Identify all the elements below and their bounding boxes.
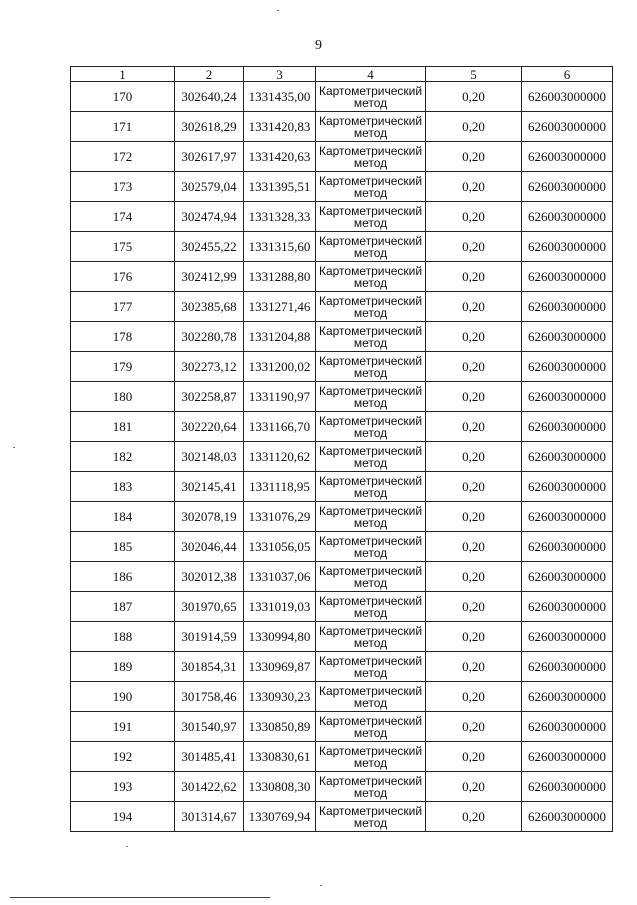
y-coordinate-cell: 1330969,87 bbox=[244, 652, 316, 682]
y-coordinate-cell: 1331190,97 bbox=[244, 382, 316, 412]
x-coordinate-cell: 302273,12 bbox=[175, 352, 244, 382]
method-line-2: метод bbox=[353, 485, 388, 500]
x-coordinate-cell: 302385,68 bbox=[175, 292, 244, 322]
code-cell: 626003000000 bbox=[522, 772, 613, 802]
method-line-1: Картометрический bbox=[318, 653, 423, 668]
method-line-1: Картометрический bbox=[318, 113, 423, 128]
method-line-2: метод bbox=[353, 155, 388, 170]
code-cell: 626003000000 bbox=[522, 412, 613, 442]
table-row bbox=[71, 712, 613, 742]
x-coordinate-cell: 301970,65 bbox=[175, 592, 244, 622]
method-line-1: Картометрический bbox=[318, 593, 423, 608]
x-coordinate-cell: 302455,22 bbox=[175, 232, 244, 262]
method-line-1: Картометрический bbox=[318, 683, 423, 698]
point-number-cell: 191 bbox=[71, 712, 175, 742]
x-coordinate-cell: 302258,87 bbox=[175, 382, 244, 412]
method-cell bbox=[316, 682, 426, 712]
point-number-cell: 174 bbox=[71, 202, 175, 232]
table-row bbox=[71, 622, 613, 652]
method-cell bbox=[316, 532, 426, 562]
precision-cell: 0,20 bbox=[426, 562, 522, 592]
table-row bbox=[71, 472, 613, 502]
x-coordinate-cell: 302145,41 bbox=[175, 472, 244, 502]
y-coordinate-cell: 1331420,83 bbox=[244, 112, 316, 142]
x-coordinate-cell: 302078,19 bbox=[175, 502, 244, 532]
precision-cell: 0,20 bbox=[426, 592, 522, 622]
method-line-1: Картометрический bbox=[318, 773, 423, 788]
point-number-cell: 171 bbox=[71, 112, 175, 142]
page-number: 9 bbox=[315, 38, 322, 53]
method-cell bbox=[316, 232, 426, 262]
method-line-2: метод bbox=[353, 515, 388, 530]
point-number-cell: 179 bbox=[71, 352, 175, 382]
x-coordinate-cell: 301314,67 bbox=[175, 802, 244, 832]
y-coordinate-cell: 1331328,33 bbox=[244, 202, 316, 232]
table-row bbox=[71, 82, 613, 112]
table-row bbox=[71, 322, 613, 352]
x-coordinate-cell: 302148,03 bbox=[175, 442, 244, 472]
code-cell: 626003000000 bbox=[522, 802, 613, 832]
method-cell bbox=[316, 742, 426, 772]
y-coordinate-cell: 1330769,94 bbox=[244, 802, 316, 832]
point-number-cell: 186 bbox=[71, 562, 175, 592]
method-line-1: Картометрический bbox=[318, 563, 423, 578]
method-cell bbox=[316, 352, 426, 382]
method-line-2: метод bbox=[353, 725, 388, 740]
method-line-1: Картометрический bbox=[318, 503, 423, 518]
x-coordinate-cell: 302012,38 bbox=[175, 562, 244, 592]
code-cell: 626003000000 bbox=[522, 172, 613, 202]
code-cell: 626003000000 bbox=[522, 442, 613, 472]
table-row bbox=[71, 532, 613, 562]
table-row bbox=[71, 262, 613, 292]
y-coordinate-cell: 1331288,80 bbox=[244, 262, 316, 292]
point-number-cell: 183 bbox=[71, 472, 175, 502]
y-coordinate-cell: 1330994,80 bbox=[244, 622, 316, 652]
method-cell bbox=[316, 592, 426, 622]
x-coordinate-cell: 302280,78 bbox=[175, 322, 244, 352]
code-cell: 626003000000 bbox=[522, 652, 613, 682]
point-number-cell: 190 bbox=[71, 682, 175, 712]
method-line-1: Картометрический bbox=[318, 473, 423, 488]
scan-speck bbox=[320, 885, 322, 886]
table-row bbox=[71, 172, 613, 202]
precision-cell: 0,20 bbox=[426, 352, 522, 382]
point-number-cell: 177 bbox=[71, 292, 175, 322]
coordinates-table bbox=[70, 66, 613, 832]
column-header-4: 4 bbox=[316, 67, 426, 82]
method-cell bbox=[316, 82, 426, 112]
table-row bbox=[71, 352, 613, 382]
precision-cell: 0,20 bbox=[426, 142, 522, 172]
table-row bbox=[71, 802, 613, 832]
y-coordinate-cell: 1330808,30 bbox=[244, 772, 316, 802]
x-coordinate-cell: 301422,62 bbox=[175, 772, 244, 802]
table-row bbox=[71, 502, 613, 532]
method-line-2: метод bbox=[353, 95, 388, 110]
code-cell: 626003000000 bbox=[522, 712, 613, 742]
point-number-cell: 175 bbox=[71, 232, 175, 262]
code-cell: 626003000000 bbox=[522, 322, 613, 352]
code-cell: 626003000000 bbox=[522, 202, 613, 232]
x-coordinate-cell: 302474,94 bbox=[175, 202, 244, 232]
table-row bbox=[71, 202, 613, 232]
precision-cell: 0,20 bbox=[426, 472, 522, 502]
y-coordinate-cell: 1330850,89 bbox=[244, 712, 316, 742]
precision-cell: 0,20 bbox=[426, 82, 522, 112]
precision-cell: 0,20 bbox=[426, 112, 522, 142]
code-cell: 626003000000 bbox=[522, 622, 613, 652]
scan-speck bbox=[13, 447, 15, 448]
method-line-2: метод bbox=[353, 125, 388, 140]
point-number-cell: 194 bbox=[71, 802, 175, 832]
method-cell bbox=[316, 322, 426, 352]
table-header bbox=[71, 67, 613, 82]
point-number-cell: 189 bbox=[71, 652, 175, 682]
method-cell bbox=[316, 622, 426, 652]
precision-cell: 0,20 bbox=[426, 532, 522, 562]
precision-cell: 0,20 bbox=[426, 742, 522, 772]
method-cell bbox=[316, 442, 426, 472]
code-cell: 626003000000 bbox=[522, 112, 613, 142]
point-number-cell: 187 bbox=[71, 592, 175, 622]
table-row bbox=[71, 772, 613, 802]
method-cell bbox=[316, 652, 426, 682]
precision-cell: 0,20 bbox=[426, 292, 522, 322]
point-number-cell: 193 bbox=[71, 772, 175, 802]
method-cell bbox=[316, 142, 426, 172]
method-line-2: метод bbox=[353, 605, 388, 620]
table-row bbox=[71, 442, 613, 472]
method-line-1: Картометрический bbox=[318, 353, 423, 368]
point-number-cell: 182 bbox=[71, 442, 175, 472]
code-cell: 626003000000 bbox=[522, 82, 613, 112]
method-line-1: Картометрический bbox=[318, 263, 423, 278]
method-cell bbox=[316, 772, 426, 802]
code-cell: 626003000000 bbox=[522, 352, 613, 382]
code-cell: 626003000000 bbox=[522, 382, 613, 412]
method-line-1: Картометрический bbox=[318, 143, 423, 158]
method-line-2: метод bbox=[353, 455, 388, 470]
precision-cell: 0,20 bbox=[426, 202, 522, 232]
method-line-1: Картометрический bbox=[318, 443, 423, 458]
method-line-2: метод bbox=[353, 695, 388, 710]
code-cell: 626003000000 bbox=[522, 532, 613, 562]
y-coordinate-cell: 1331056,05 bbox=[244, 532, 316, 562]
code-cell: 626003000000 bbox=[522, 502, 613, 532]
point-number-cell: 180 bbox=[71, 382, 175, 412]
table-row bbox=[71, 232, 613, 262]
precision-cell: 0,20 bbox=[426, 712, 522, 742]
scan-speck bbox=[126, 846, 128, 847]
x-coordinate-cell: 301914,59 bbox=[175, 622, 244, 652]
x-coordinate-cell: 301758,46 bbox=[175, 682, 244, 712]
method-line-2: метод bbox=[353, 815, 388, 830]
point-number-cell: 173 bbox=[71, 172, 175, 202]
point-number-cell: 176 bbox=[71, 262, 175, 292]
x-coordinate-cell: 302640,24 bbox=[175, 82, 244, 112]
method-line-2: метод bbox=[353, 215, 388, 230]
method-line-2: метод bbox=[353, 635, 388, 650]
method-cell bbox=[316, 112, 426, 142]
precision-cell: 0,20 bbox=[426, 802, 522, 832]
y-coordinate-cell: 1331395,51 bbox=[244, 172, 316, 202]
y-coordinate-cell: 1331037,06 bbox=[244, 562, 316, 592]
table-row bbox=[71, 142, 613, 172]
table-row bbox=[71, 592, 613, 622]
method-line-2: метод bbox=[353, 395, 388, 410]
method-line-1: Картометрический bbox=[318, 233, 423, 248]
method-line-1: Картометрический bbox=[318, 533, 423, 548]
precision-cell: 0,20 bbox=[426, 322, 522, 352]
point-number-cell: 172 bbox=[71, 142, 175, 172]
method-line-2: метод bbox=[353, 425, 388, 440]
method-cell bbox=[316, 712, 426, 742]
code-cell: 626003000000 bbox=[522, 592, 613, 622]
method-line-1: Картометрический bbox=[318, 803, 423, 818]
table-row bbox=[71, 682, 613, 712]
point-number-cell: 184 bbox=[71, 502, 175, 532]
precision-cell: 0,20 bbox=[426, 652, 522, 682]
table-row bbox=[71, 382, 613, 412]
point-number-cell: 185 bbox=[71, 532, 175, 562]
table-row bbox=[71, 412, 613, 442]
method-line-1: Картометрический bbox=[318, 383, 423, 398]
x-coordinate-cell: 301540,97 bbox=[175, 712, 244, 742]
y-coordinate-cell: 1331118,95 bbox=[244, 472, 316, 502]
point-number-cell: 181 bbox=[71, 412, 175, 442]
point-number-cell: 178 bbox=[71, 322, 175, 352]
code-cell: 626003000000 bbox=[522, 262, 613, 292]
method-line-1: Картометрический bbox=[318, 623, 423, 638]
method-cell bbox=[316, 802, 426, 832]
code-cell: 626003000000 bbox=[522, 742, 613, 772]
column-header-2: 2 bbox=[175, 67, 244, 82]
y-coordinate-cell: 1331076,29 bbox=[244, 502, 316, 532]
method-line-1: Картометрический bbox=[318, 323, 423, 338]
method-line-1: Картометрический bbox=[318, 293, 423, 308]
x-coordinate-cell: 302618,29 bbox=[175, 112, 244, 142]
method-line-2: метод bbox=[353, 785, 388, 800]
method-line-2: метод bbox=[353, 245, 388, 260]
precision-cell: 0,20 bbox=[426, 412, 522, 442]
precision-cell: 0,20 bbox=[426, 622, 522, 652]
x-coordinate-cell: 302046,44 bbox=[175, 532, 244, 562]
method-line-2: метод bbox=[353, 665, 388, 680]
scan-speck bbox=[277, 10, 279, 11]
table-row bbox=[71, 292, 613, 322]
precision-cell: 0,20 bbox=[426, 262, 522, 292]
point-number-cell: 170 bbox=[71, 82, 175, 112]
table-row bbox=[71, 652, 613, 682]
method-cell bbox=[316, 262, 426, 292]
precision-cell: 0,20 bbox=[426, 502, 522, 532]
column-header-6: 6 bbox=[522, 67, 613, 82]
method-cell bbox=[316, 382, 426, 412]
table-row bbox=[71, 562, 613, 592]
column-header-3: 3 bbox=[244, 67, 316, 82]
method-cell bbox=[316, 412, 426, 442]
y-coordinate-cell: 1331200,02 bbox=[244, 352, 316, 382]
y-coordinate-cell: 1331315,60 bbox=[244, 232, 316, 262]
method-line-1: Картометрический bbox=[318, 83, 423, 98]
method-line-1: Картометрический bbox=[318, 203, 423, 218]
method-line-2: метод bbox=[353, 275, 388, 290]
table-row bbox=[71, 742, 613, 772]
precision-cell: 0,20 bbox=[426, 682, 522, 712]
precision-cell: 0,20 bbox=[426, 442, 522, 472]
x-coordinate-cell: 301485,41 bbox=[175, 742, 244, 772]
method-line-2: метод bbox=[353, 575, 388, 590]
table-body bbox=[71, 82, 613, 832]
method-line-1: Картометрический bbox=[318, 713, 423, 728]
method-cell bbox=[316, 202, 426, 232]
point-number-cell: 192 bbox=[71, 742, 175, 772]
y-coordinate-cell: 1331435,00 bbox=[244, 82, 316, 112]
y-coordinate-cell: 1331420,63 bbox=[244, 142, 316, 172]
x-coordinate-cell: 302412,99 bbox=[175, 262, 244, 292]
y-coordinate-cell: 1331204,88 bbox=[244, 322, 316, 352]
code-cell: 626003000000 bbox=[522, 472, 613, 502]
precision-cell: 0,20 bbox=[426, 172, 522, 202]
y-coordinate-cell: 1331019,03 bbox=[244, 592, 316, 622]
method-cell bbox=[316, 292, 426, 322]
code-cell: 626003000000 bbox=[522, 142, 613, 172]
y-coordinate-cell: 1331271,46 bbox=[244, 292, 316, 322]
method-line-2: метод bbox=[353, 335, 388, 350]
method-cell bbox=[316, 172, 426, 202]
precision-cell: 0,20 bbox=[426, 772, 522, 802]
method-line-2: метод bbox=[353, 755, 388, 770]
method-line-1: Картометрический bbox=[318, 743, 423, 758]
bottom-rule bbox=[10, 897, 270, 898]
x-coordinate-cell: 301854,31 bbox=[175, 652, 244, 682]
code-cell: 626003000000 bbox=[522, 682, 613, 712]
method-line-1: Картометрический bbox=[318, 413, 423, 428]
precision-cell: 0,20 bbox=[426, 382, 522, 412]
column-header-5: 5 bbox=[426, 67, 522, 82]
column-header-1: 1 bbox=[71, 67, 175, 82]
y-coordinate-cell: 1331120,62 bbox=[244, 442, 316, 472]
method-line-1: Картометрический bbox=[318, 173, 423, 188]
x-coordinate-cell: 302579,04 bbox=[175, 172, 244, 202]
table-row bbox=[71, 112, 613, 142]
header-row bbox=[71, 67, 613, 82]
method-line-2: метод bbox=[353, 365, 388, 380]
method-cell bbox=[316, 502, 426, 532]
precision-cell: 0,20 bbox=[426, 232, 522, 262]
point-number-cell: 188 bbox=[71, 622, 175, 652]
method-line-2: метод bbox=[353, 185, 388, 200]
code-cell: 626003000000 bbox=[522, 232, 613, 262]
method-line-2: метод bbox=[353, 305, 388, 320]
code-cell: 626003000000 bbox=[522, 562, 613, 592]
method-line-2: метод bbox=[353, 545, 388, 560]
x-coordinate-cell: 302220,64 bbox=[175, 412, 244, 442]
y-coordinate-cell: 1331166,70 bbox=[244, 412, 316, 442]
y-coordinate-cell: 1330930,23 bbox=[244, 682, 316, 712]
method-cell bbox=[316, 472, 426, 502]
y-coordinate-cell: 1330830,61 bbox=[244, 742, 316, 772]
method-cell bbox=[316, 562, 426, 592]
x-coordinate-cell: 302617,97 bbox=[175, 142, 244, 172]
code-cell: 626003000000 bbox=[522, 292, 613, 322]
